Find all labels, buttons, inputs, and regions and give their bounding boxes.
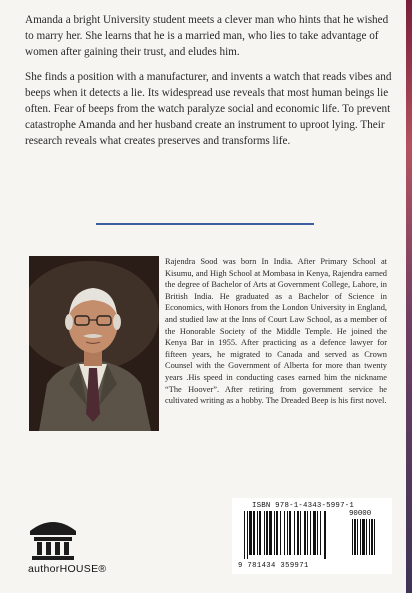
price-code: 90000 — [349, 510, 372, 518]
ean-digits: 9 781434 359971 — [238, 562, 309, 570]
blurb-paragraph-1: Amanda a bright University student meets a clever man who hints that he wished to marry her. She learns that he is a married man, who lies to take advantage of women after gaining their trust, and eludes him. — [25, 14, 389, 58]
blurb-paragraph-2: She finds a position with a manufacturer, and invents a watch that reads vibes and beeps when it detects a lie. Its widespread use reveals that most human beings lie often. Fear of beeps from the watch paralyze social and economic life. To prevent catastrophe Amanda and her husband create an instrument to uproot lying. Their research reveals what creates preserves and transforms life. — [25, 71, 392, 147]
author-photo — [29, 256, 159, 431]
back-cover-blurb — [25, 12, 395, 158]
isbn-label: ISBN 978-1-4343-5997-1 — [252, 502, 354, 510]
publisher-name: authorHOUSE® — [28, 563, 107, 575]
author-bio: Rajendra Sood was born In India. After Primary School at Kisumu, and High School at Mombasa in Kenya, Rajendra earned the degree of Bachelor of Arts at Government College, Lahore, in British India. He graduated as a Bachelor of Science in Economics, with Honors from the London University in England, and studied law at the Inns of Court Law School, as a member of the Honorable Society of the Middle Temple. He joined the Kenya Bar in 1955. After practicing as a defence lawyer for fifteen years, he migrated to Canada and served as Crown Counsel with the Government of Alberta for more than twenty years .His speed in conducting cases earned him the nickname “The Hoover”. After retiring from government service he cultivated writing as a hobby. The Dreaded Beep is his first novel. — [165, 257, 387, 406]
spine-edge-strip — [406, 0, 412, 593]
divider-rule — [96, 223, 314, 225]
authorhouse-building-logo-icon — [28, 515, 78, 561]
author-portrait-illustration — [29, 256, 159, 431]
barcode-bars — [244, 511, 384, 561]
